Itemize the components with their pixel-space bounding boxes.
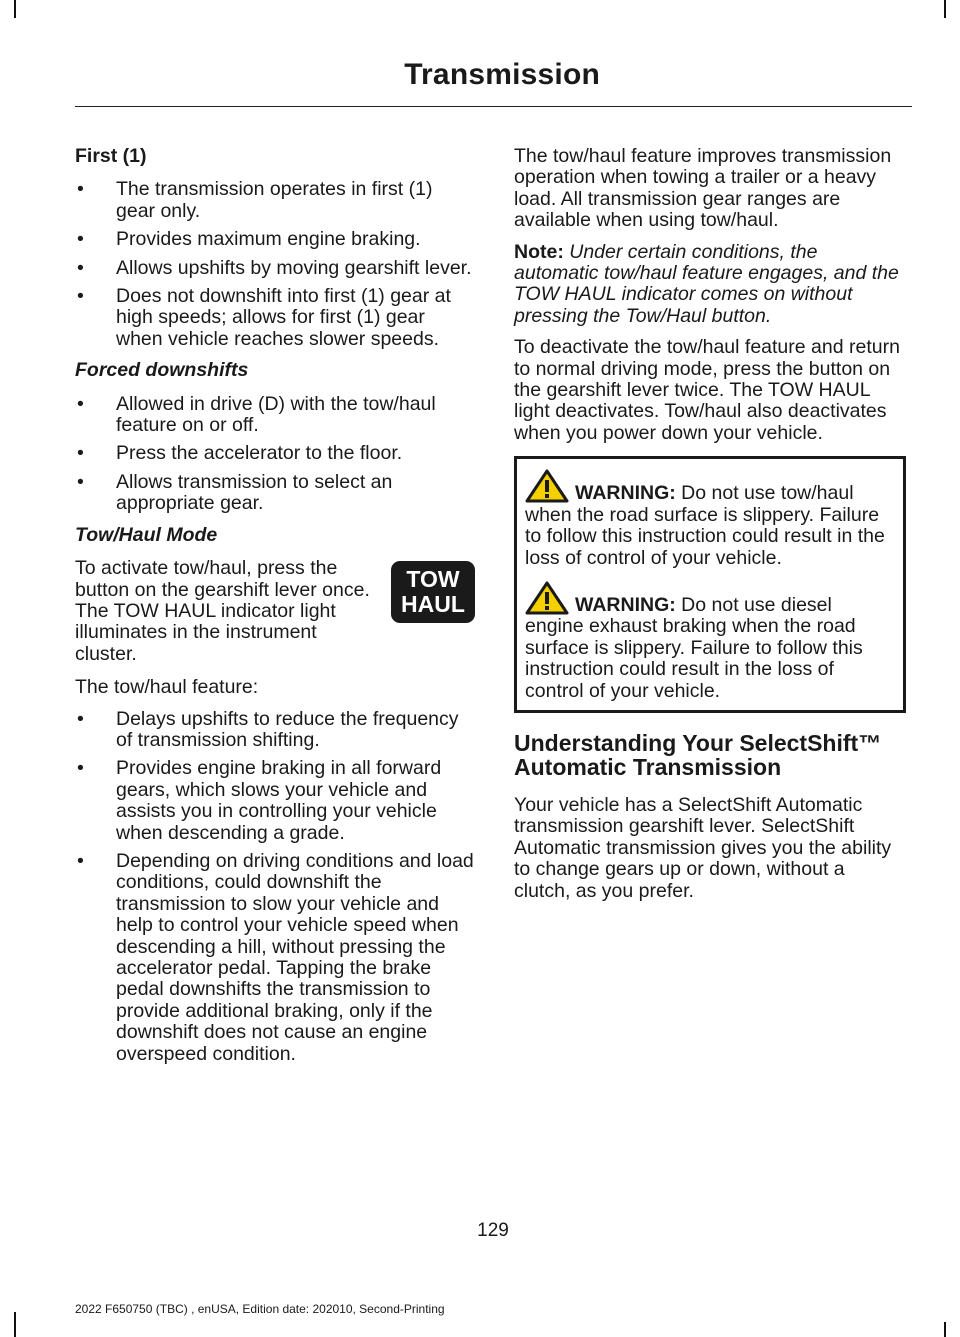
tow-haul-intro-text: To activate tow/haul, press the button on the gearshift lever once. The TOW HAUL indicator light illuminates in the instrument cluster. [75,558,370,665]
note-label: Note: [514,240,564,263]
crop-mark-bottom-left [14,1312,16,1337]
list-item: • Does not downshift into first (1) gear at high speeds; allows for first (1) gear when vehicle reaches slower speeds. [75,286,475,350]
warning-triangle-icon [525,581,569,615]
forced-downshifts-list [75,394,475,515]
list-item: • Delays upshifts to reduce the frequency of transmission shifting. [75,709,475,752]
list-item: • Depending on driving conditions and load conditions, could downshift the transmission to slow your vehicle and help to control your vehicle speed when descending a hill, without pressing the accelerator pedal. Tapping the brake pedal downshifts the transmission to provide additional braking, only if the downshift does not cause an engine overspeed condition. [75,851,475,1065]
warning-label: WARNING: [575,593,676,616]
tow-haul-indicator-text: TOW HAUL [401,566,465,618]
note [514,242,906,328]
deactivate-paragraph: To deactivate the tow/haul feature and return to normal driving mode, press the button on the gearshift lever twice. The TOW HAUL light deactivates. Tow/haul also deactivates when you power down your vehicle. [514,336,900,444]
forced-downshifts-heading: Forced downshifts [75,359,249,382]
page-number: 129 [477,1220,509,1241]
first-gear-list [75,179,475,350]
page-title: Transmission [404,58,600,91]
edition-footer: 2022 F650750 (TBC) , enUSA, Edition date: 202010, Second-Printing [75,1302,445,1316]
selectshift-section-heading: Understanding Your SelectShift™ Automatic Transmission [514,729,882,780]
list-item: • The transmission operates in first (1) gear only. [75,179,475,222]
warning-item [525,581,895,702]
right-column [514,146,906,912]
warning-text: Do not use diesel engine exhaust braking when the road surface is slippery. Failure to follow this instruction could result in the loss of control of your vehicle. [525,593,863,702]
list-item: • Allows upshifts by moving gearshift lever. [75,258,475,279]
crop-mark-top-left [14,0,16,18]
crop-mark-bottom-right [944,1322,946,1337]
warning-box [514,456,906,713]
feature-intro: The tow/haul feature: [75,676,259,699]
list-item: • Provides maximum engine braking. [75,229,475,250]
crop-mark-top-right [944,0,946,18]
warning-item [525,469,895,569]
warning-label: WARNING: [575,482,676,505]
warning-text: Do not use tow/haul when the road surface is slippery. Failure to follow this instruction could result in the loss of control of your vehicle. [525,482,885,569]
list-item: • Press the accelerator to the floor. [75,443,475,464]
list-item: • Allows transmission to select an appropriate gear. [75,472,475,515]
first-gear-heading: First (1) [75,145,147,167]
selectshift-paragraph: Your vehicle has a SelectShift Automatic transmission gearshift lever. SelectShift Automatic transmission gives you the ability to change gears up or down, without a clutch, as you prefer. [514,793,892,902]
warning-triangle-icon [525,469,569,503]
tow-haul-improves-paragraph: The tow/haul feature improves transmission operation when towing a trailer or a heavy load. All transmission gear ranges are available when using tow/haul. [514,145,892,232]
header-divider [75,106,912,107]
tow-haul-feature-list [75,709,475,1066]
list-item: • Provides engine braking in all forward gears, which slows your vehicle and assists you in controlling your vehicle when descending a grade. [75,758,475,844]
tow-haul-intro-block [75,558,475,665]
tow-haul-indicator-icon [391,561,475,623]
list-item: • Allowed in drive (D) with the tow/haul feature on or off. [75,394,475,437]
tow-haul-mode-heading: Tow/Haul Mode [75,523,218,546]
left-column [75,146,475,1075]
note-text: Under certain conditions, the automatic tow/haul feature engages, and the TOW HAUL indicator comes on without pressing the Tow/Haul button. [514,240,899,327]
